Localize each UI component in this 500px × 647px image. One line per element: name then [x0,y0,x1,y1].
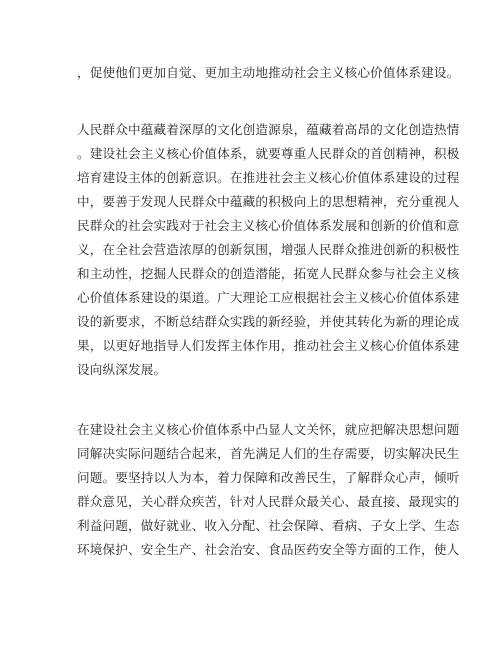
paragraph-2-line-1: 人民群众中蕴藏着深厚的文化创造源泉，蕴藏着高昂的文化创造热情 [77,122,460,137]
paragraph-2-line-3: 培育建设主体的创新意识。在推进社会主义核心价值体系建设的过程 [77,170,460,185]
paragraph-2-line-4: 中，要善于发现人民群众中蕴藏的积极向上的思想精神，充分重视人 [77,194,460,209]
paragraph-2-line-8: 心价值体系建设的渠道。广大理论工应根据社会主义核心价值体系建 [77,290,460,305]
paragraph-2-line-6: 义，在全社会营造浓厚的创新氛围，增强人民群众推进创新的积极性 [77,242,460,257]
paragraph-2-line-9: 设的新要求，不断总结群众实践的新经验，并使其转化为新的理论成 [77,314,460,329]
paragraph-1-line-1: ，促使他们更加自觉、更加主动地推动社会主义核心价值体系建设。 [77,65,460,80]
paragraph-3-line-3: 问题。要坚持以人为本，着力保障和改善民生，了解群众心声，倾听 [77,470,460,485]
paragraph-3-line-6: 环境保护、安全生产、社会治安、食品医药安全等方面的工作，使人 [77,542,460,557]
paragraph-2-line-10: 果，以更好地指导人们发挥主体作用，推动社会主义核心价值体系建 [77,338,460,353]
paragraph-3-line-2: 同解决实际问题结合起来，首先满足人们的生存需要，切实解决民生 [77,446,460,461]
paragraph-2-line-5: 民群众的社会实践对于社会主义核心价值体系发展和创新的价值和意 [77,218,460,233]
paragraph-2-line-7: 和主动性，挖掘人民群众的创造潜能，拓宽人民群众参与社会主义核 [77,266,460,281]
paragraph-2-line-2: 。建设社会主义核心价值体系，就要尊重人民群众的首创精神，积极 [77,146,460,161]
paragraph-2-line-11: 设向纵深发展。 [77,362,167,377]
paragraph-3-line-4: 群众意见，关心群众疾苦，针对人民群众最关心、最直接、最现实的 [77,494,460,509]
paragraph-3-line-5: 利益问题，做好就业、收入分配、社会保障、看病、子女上学、生态 [77,518,460,533]
paragraph-3-line-1: 在建设社会主义核心价值体系中凸显人文关怀，就应把解决思想问题 [77,422,460,437]
